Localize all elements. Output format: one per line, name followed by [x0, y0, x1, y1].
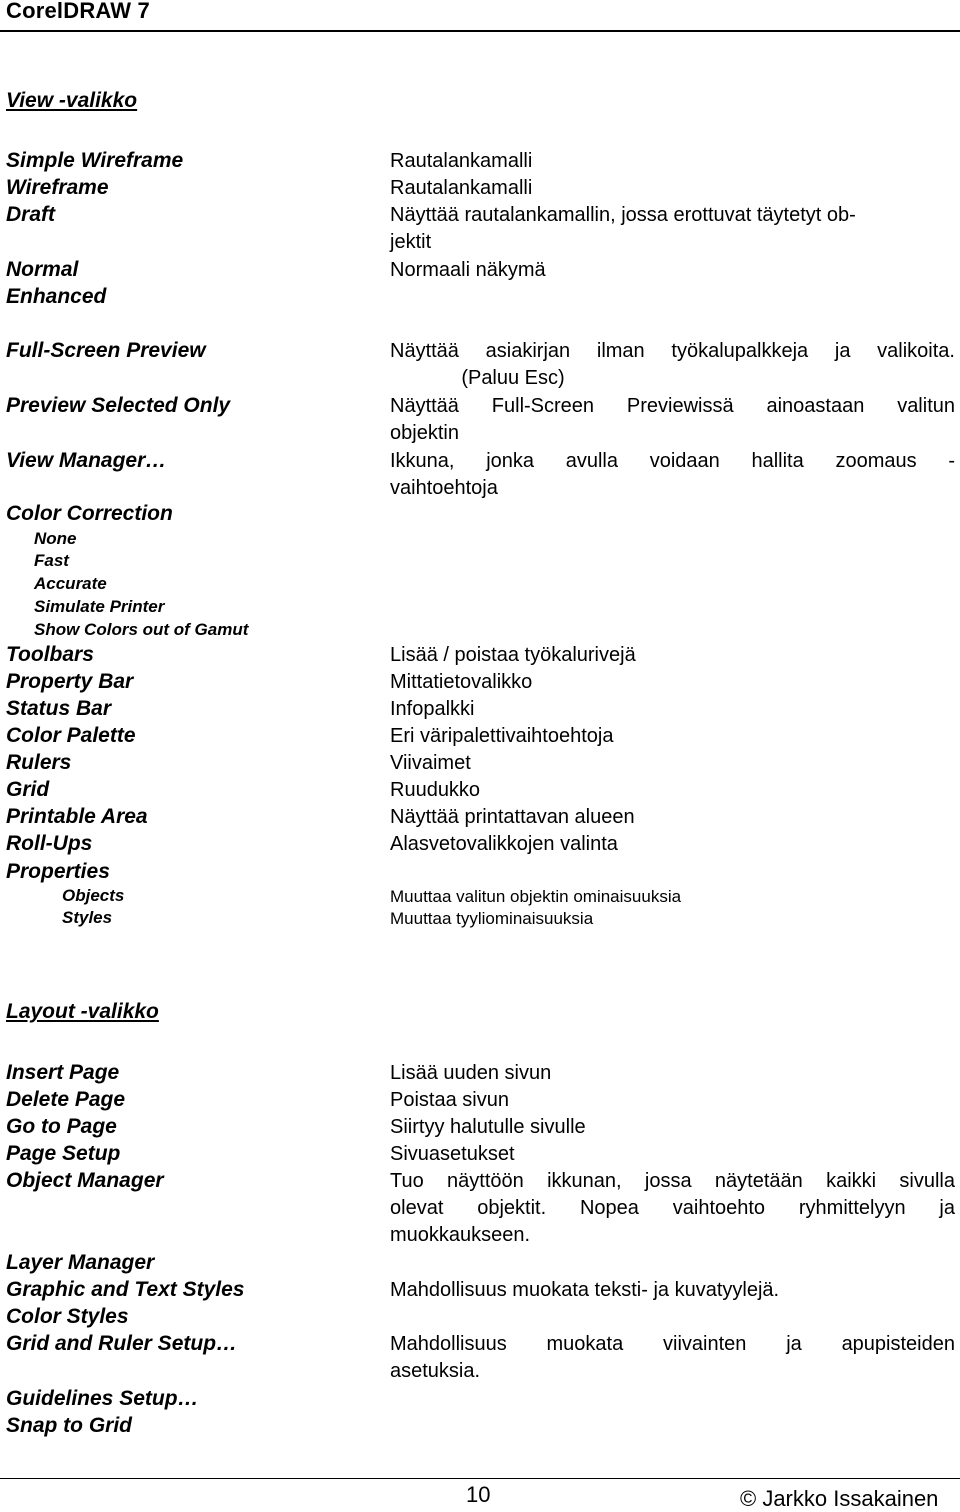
- desc-rulers: Viivaimet: [390, 752, 471, 774]
- desc-page-setup: Sivuasetukset: [390, 1143, 515, 1165]
- desc-status-bar: Infopalkki: [390, 698, 475, 720]
- desc-roll-ups: Alasvetovalikkojen valinta: [390, 833, 618, 855]
- term-page-setup: Page Setup: [6, 1142, 121, 1165]
- desc-printable-area: Näyttää printattavan alueen: [390, 806, 635, 828]
- term-property-bar: Property Bar: [6, 670, 134, 693]
- view-section-title: View -valikko: [6, 89, 138, 112]
- term-simple-wireframe: Simple Wireframe: [6, 149, 184, 172]
- layout-section-title: Layout -valikko: [6, 1000, 159, 1023]
- desc-graphic-text-styles: Mahdollisuus muokata teksti- ja kuvatyylejä.: [390, 1279, 780, 1301]
- term-go-to-page: Go to Page: [6, 1115, 117, 1138]
- desc-draft-line1: Näyttää rautalankamallin, jossa erottuvat täytetyt ob-: [390, 204, 856, 226]
- term-snap-to-grid: Snap to Grid: [6, 1414, 132, 1437]
- document-header-title: CorelDRAW 7: [6, 0, 150, 23]
- desc-object-manager-line1: Tuo näyttöön ikkunan, jossa näytetään kaikki sivulla: [390, 1170, 955, 1192]
- term-delete-page: Delete Page: [6, 1088, 126, 1111]
- color-correction-option: Fast: [34, 551, 69, 570]
- term-draft: Draft: [6, 203, 56, 226]
- term-graphic-text-styles: Graphic and Text Styles: [6, 1278, 245, 1301]
- desc-simple-wireframe: Rautalankamalli: [390, 150, 533, 172]
- term-styles: Styles: [62, 908, 113, 927]
- color-correction-option: Show Colors out of Gamut: [34, 620, 249, 639]
- term-insert-page: Insert Page: [6, 1061, 120, 1084]
- page-number: 10: [466, 1482, 491, 1507]
- footer-divider: [0, 1478, 960, 1479]
- term-view-manager: View Manager…: [6, 449, 167, 472]
- desc-view-manager-line1: Ikkuna, jonka avulla voidaan hallita zoomaus -: [390, 450, 955, 472]
- color-correction-option: Simulate Printer: [34, 597, 165, 616]
- desc-object-manager-line3: muokkaukseen.: [390, 1224, 531, 1246]
- desc-color-palette: Eri väripalettivaihtoehtoja: [390, 725, 614, 747]
- term-grid-ruler-setup: Grid and Ruler Setup…: [6, 1332, 238, 1355]
- term-full-screen-preview: Full-Screen Preview: [6, 339, 206, 362]
- term-color-styles: Color Styles: [6, 1305, 129, 1328]
- term-status-bar: Status Bar: [6, 697, 112, 720]
- term-grid: Grid: [6, 778, 50, 801]
- desc-normal: Normaali näkymä: [390, 259, 546, 281]
- header-divider: [0, 30, 960, 32]
- term-printable-area: Printable Area: [6, 805, 148, 828]
- desc-wireframe: Rautalankamalli: [390, 177, 533, 199]
- term-color-correction: Color Correction: [6, 502, 173, 525]
- term-object-manager: Object Manager: [6, 1169, 164, 1192]
- color-correction-option: None: [34, 529, 77, 548]
- term-normal: Normal: [6, 258, 79, 281]
- desc-preview-selected-only-line1: Näyttää Full-Screen Previewissä ainoastaan valitun: [390, 395, 955, 417]
- color-correction-option: Accurate: [34, 574, 107, 593]
- term-enhanced: Enhanced: [6, 285, 107, 308]
- desc-full-screen-preview-line1: Näyttää asiakirjan ilman työkalupalkkeja ja valikoita.: [390, 340, 955, 362]
- desc-go-to-page: Siirtyy halutulle sivulle: [390, 1116, 586, 1138]
- term-preview-selected-only: Preview Selected Only: [6, 394, 231, 417]
- term-wireframe: Wireframe: [6, 176, 109, 199]
- term-properties: Properties: [6, 860, 110, 883]
- term-toolbars: Toolbars: [6, 643, 94, 666]
- desc-grid-ruler-setup-line1: Mahdollisuus muokata viivainten ja apupisteiden: [390, 1333, 955, 1355]
- desc-view-manager-line2: vaihtoehtoja: [390, 477, 498, 499]
- term-rulers: Rulers: [6, 751, 72, 774]
- copyright-notice: © Jarkko Issakainen: [740, 1486, 939, 1511]
- term-guidelines-setup: Guidelines Setup…: [6, 1387, 199, 1410]
- term-objects: Objects: [62, 886, 125, 905]
- term-color-palette: Color Palette: [6, 724, 136, 747]
- desc-insert-page: Lisää uuden sivun: [390, 1062, 552, 1084]
- desc-object-manager-line2: olevat objektit. Nopea vaihtoehto ryhmittelyyn ja: [390, 1197, 955, 1219]
- desc-delete-page: Poistaa sivun: [390, 1089, 509, 1111]
- desc-toolbars: Lisää / poistaa työkalurivejä: [390, 644, 636, 666]
- desc-grid-ruler-setup-line2: asetuksia.: [390, 1360, 481, 1382]
- desc-property-bar: Mittatietovalikko: [390, 671, 533, 693]
- desc-preview-selected-only-line2: objektin: [390, 422, 459, 444]
- desc-full-screen-preview-line2: (Paluu Esc): [461, 367, 565, 389]
- term-roll-ups: Roll-Ups: [6, 832, 93, 855]
- term-layer-manager: Layer Manager: [6, 1251, 155, 1274]
- desc-objects: Muuttaa valitun objektin ominaisuuksia: [390, 887, 682, 906]
- desc-draft-line2: jektit: [390, 231, 432, 253]
- desc-grid: Ruudukko: [390, 779, 481, 801]
- desc-styles: Muuttaa tyyliominaisuuksia: [390, 909, 594, 928]
